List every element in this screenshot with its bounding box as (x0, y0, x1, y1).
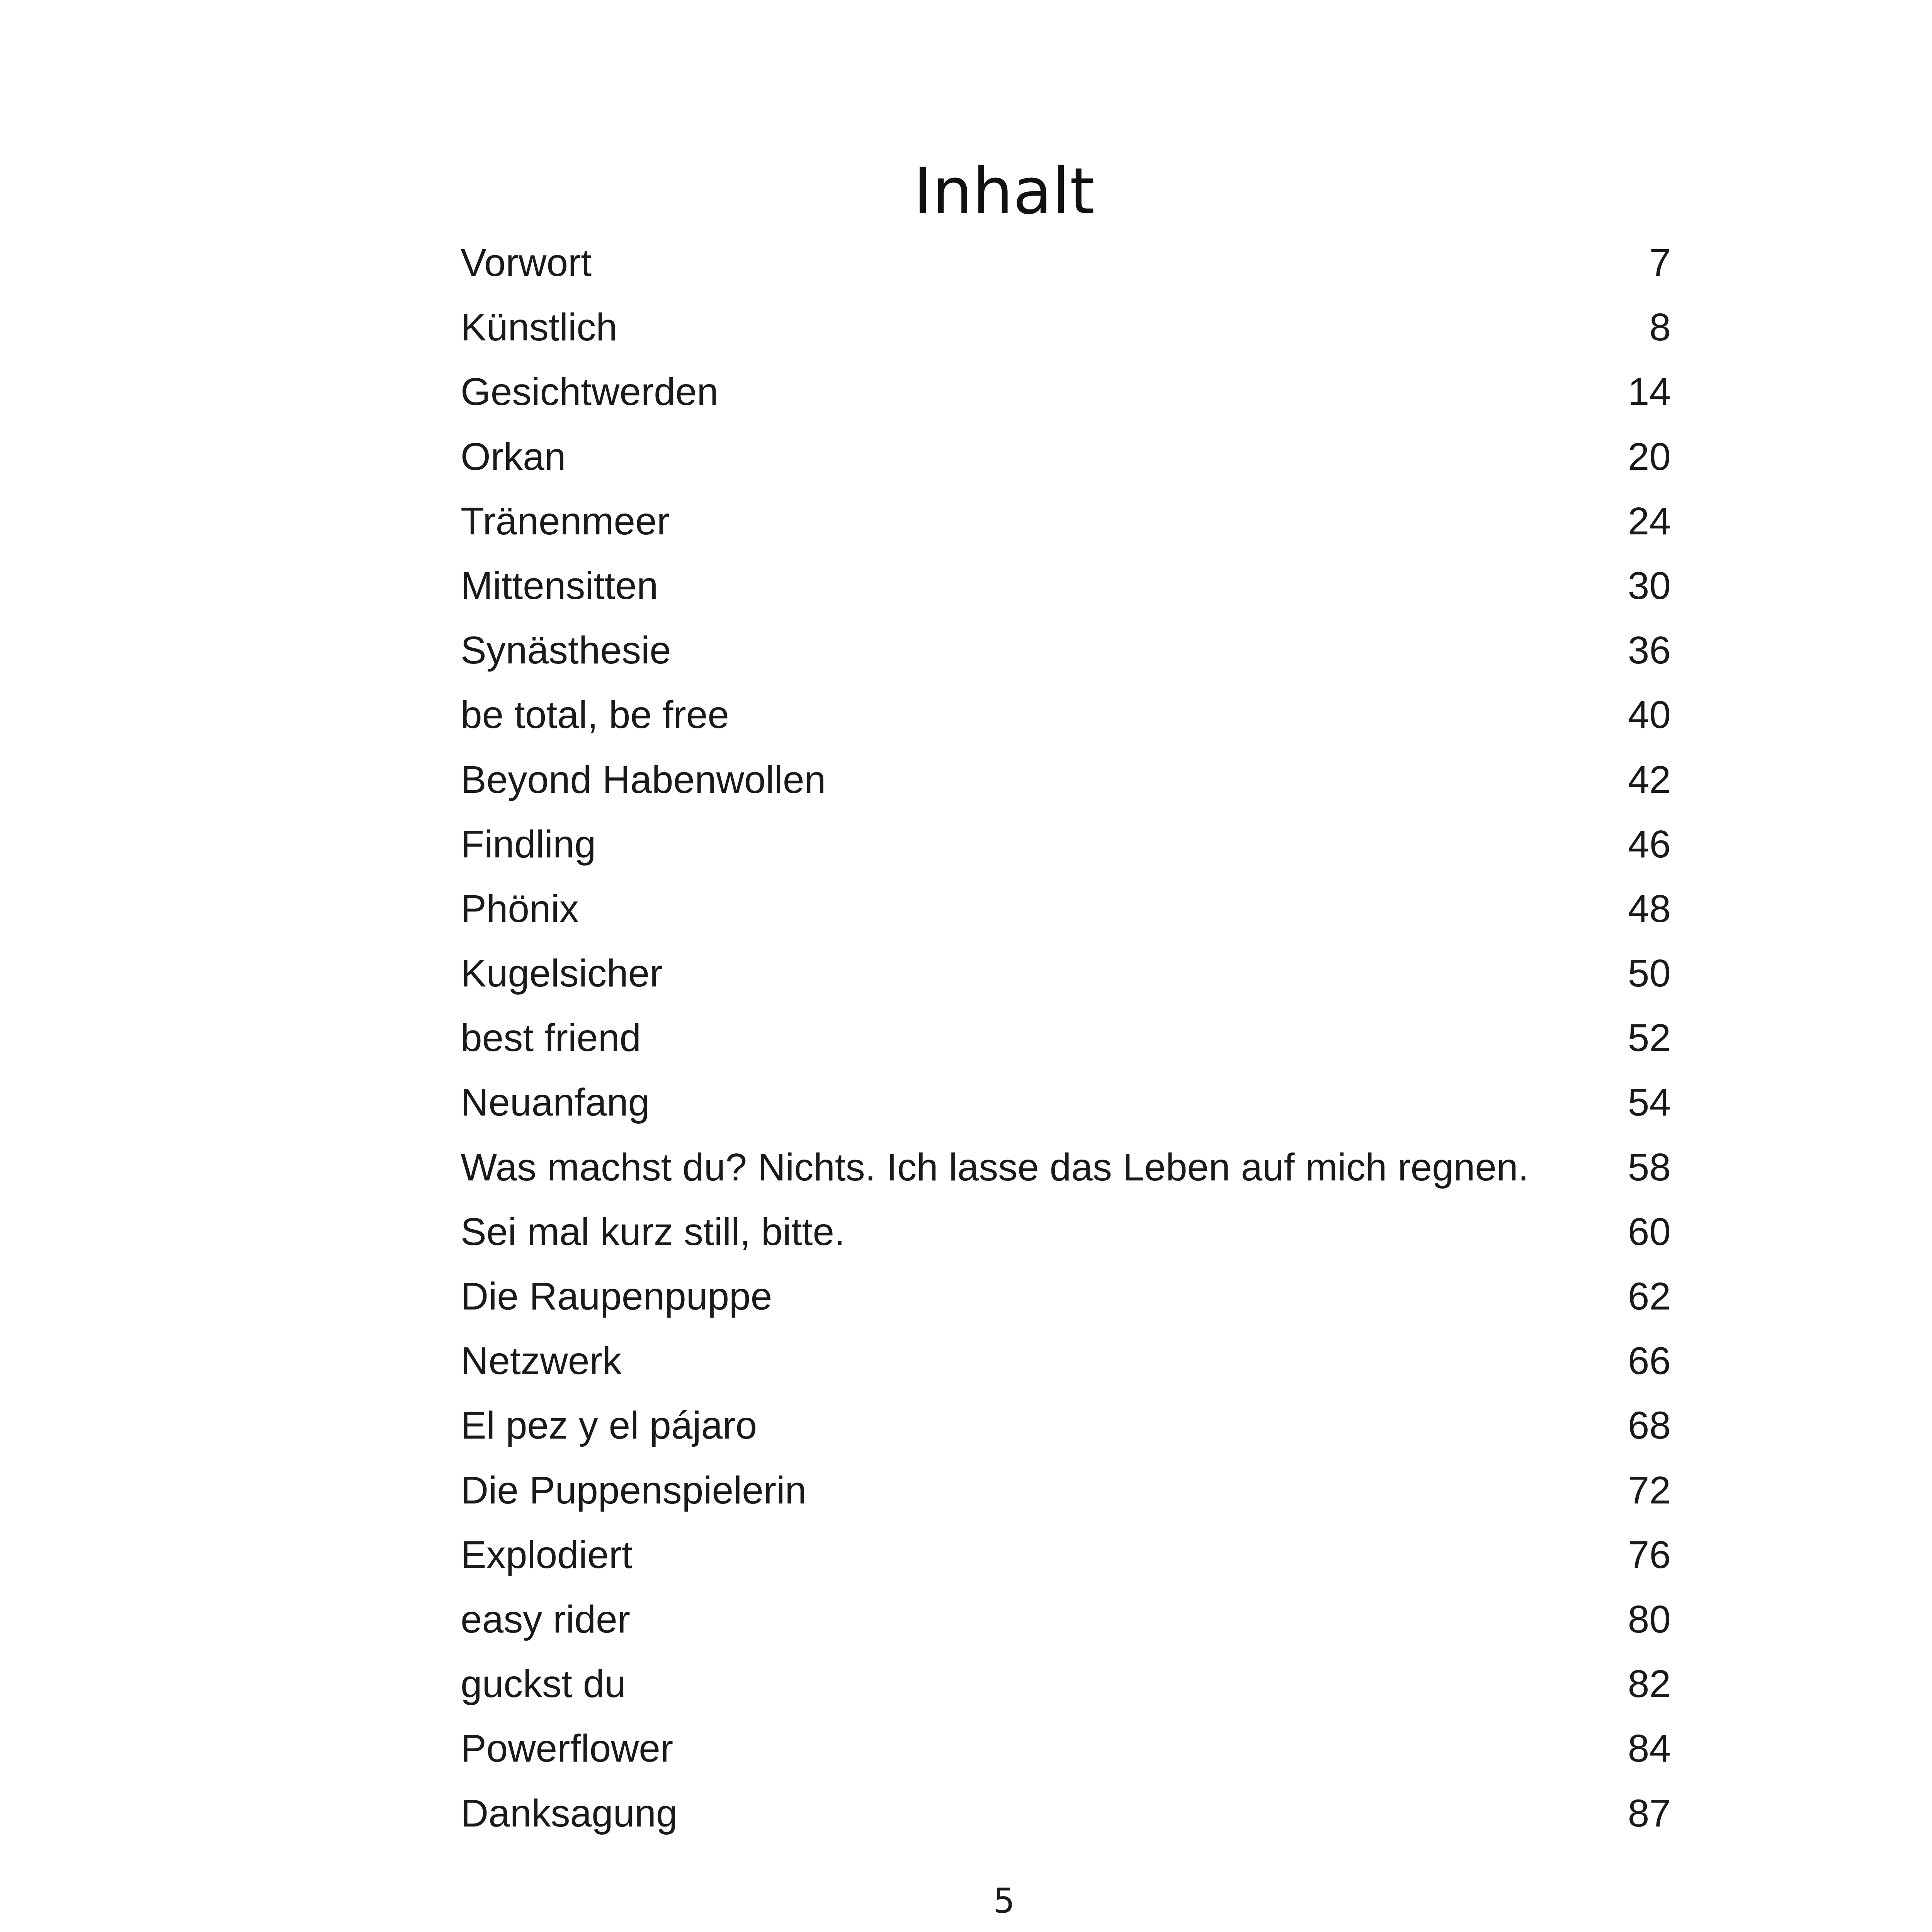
toc-entry-page: 48 (1628, 887, 1671, 930)
toc-entry[interactable] (461, 817, 1671, 882)
toc-entry-page: 87 (1628, 1791, 1671, 1835)
toc-entry-page: 7 (1649, 241, 1671, 284)
toc-entry-title: Explodiert (461, 1533, 633, 1577)
toc-entry-title: Beyond Habenwollen (461, 758, 826, 801)
toc-entry-title: Sei mal kurz still, bitte. (461, 1210, 845, 1253)
toc-entry-page: 30 (1628, 564, 1671, 607)
toc-entry-title: Netzwerk (461, 1339, 622, 1383)
toc-entry-title: Synästhesie (461, 629, 671, 672)
toc-entry[interactable] (461, 1528, 1671, 1592)
toc-entry-title: be total, be free (461, 693, 729, 737)
toc-entry-page: 14 (1628, 370, 1671, 414)
toc-entry[interactable] (461, 1334, 1671, 1398)
toc-entry-page: 20 (1628, 435, 1671, 478)
toc-entry-page: 58 (1628, 1145, 1671, 1189)
toc-entry-page: 36 (1628, 629, 1671, 672)
toc-entry[interactable] (461, 1205, 1671, 1269)
toc-entry[interactable] (461, 882, 1671, 946)
toc-entry[interactable] (461, 1269, 1671, 1334)
toc-entry-title: Findling (461, 822, 596, 866)
toc-entry-page: 40 (1628, 693, 1671, 737)
toc-entry-title: Neuanfang (461, 1081, 650, 1124)
toc-entry-title: Was machst du? Nichts. Ich lasse das Leben auf mich regnen. (461, 1145, 1529, 1189)
toc-entry-page: 72 (1628, 1468, 1671, 1512)
toc-entry-title: Die Puppenspielerin (461, 1468, 807, 1512)
toc-entry[interactable] (461, 1140, 1671, 1205)
toc-entry[interactable] (461, 1398, 1671, 1463)
toc-entry-page: 52 (1628, 1016, 1671, 1060)
toc-entry-title: Gesichtwerden (461, 370, 718, 414)
toc-entry[interactable] (461, 946, 1671, 1011)
toc-entry-title: Phönix (461, 887, 579, 930)
toc-entry-page: 46 (1628, 822, 1671, 866)
toc-entry-title: Kugelsicher (461, 952, 663, 995)
toc-entry-page: 66 (1628, 1339, 1671, 1383)
toc-entry[interactable] (461, 1721, 1671, 1786)
toc-entry-title: Mittensitten (461, 564, 658, 607)
toc-entry-page: 76 (1628, 1533, 1671, 1577)
toc-entry[interactable] (461, 688, 1671, 752)
toc-entry-title: Künstlich (461, 306, 617, 349)
toc-entry-title: best friend (461, 1016, 641, 1060)
toc-entry[interactable] (461, 1075, 1671, 1140)
toc-entry[interactable] (461, 300, 1671, 365)
toc-entry-title: Vorwort (461, 241, 592, 284)
toc-entry-page: 42 (1628, 758, 1671, 801)
toc-entry[interactable] (461, 1786, 1671, 1851)
toc-entry-title: Danksagung (461, 1791, 678, 1835)
toc-entry-page: 54 (1628, 1081, 1671, 1124)
toc-entry[interactable] (461, 1463, 1671, 1528)
toc-entry[interactable] (461, 494, 1671, 559)
toc-entry-page: 84 (1628, 1727, 1671, 1770)
toc-entry-title: Tränenmeer (461, 499, 670, 543)
toc-entry[interactable] (461, 1657, 1671, 1721)
toc-entry-title: El pez y el pájaro (461, 1404, 757, 1447)
toc-entry[interactable] (461, 753, 1671, 817)
toc-entry[interactable] (461, 1592, 1671, 1657)
toc-entry-title: Die Raupenpuppe (461, 1275, 772, 1318)
toc-entry[interactable] (461, 236, 1671, 300)
table-of-contents (461, 236, 1671, 1851)
toc-entry-title: Powerflower (461, 1727, 673, 1770)
toc-entry-page: 82 (1628, 1662, 1671, 1706)
toc-entry-page: 50 (1628, 952, 1671, 995)
toc-entry-page: 60 (1628, 1210, 1671, 1253)
toc-entry[interactable] (461, 1011, 1671, 1075)
toc-entry[interactable] (461, 623, 1671, 688)
toc-entry[interactable] (461, 430, 1671, 494)
toc-entry[interactable] (461, 559, 1671, 623)
page-title: Inhalt (913, 154, 1095, 228)
toc-entry-page: 80 (1628, 1597, 1671, 1641)
toc-entry-page: 62 (1628, 1275, 1671, 1318)
toc-entry-page: 68 (1628, 1404, 1671, 1447)
page-number: 5 (993, 1881, 1015, 1921)
toc-entry-title: guckst du (461, 1662, 626, 1706)
toc-entry-page: 24 (1628, 499, 1671, 543)
toc-entry[interactable] (461, 365, 1671, 429)
toc-entry-page: 8 (1649, 306, 1671, 349)
toc-entry-title: easy rider (461, 1597, 631, 1641)
toc-entry-title: Orkan (461, 435, 566, 478)
